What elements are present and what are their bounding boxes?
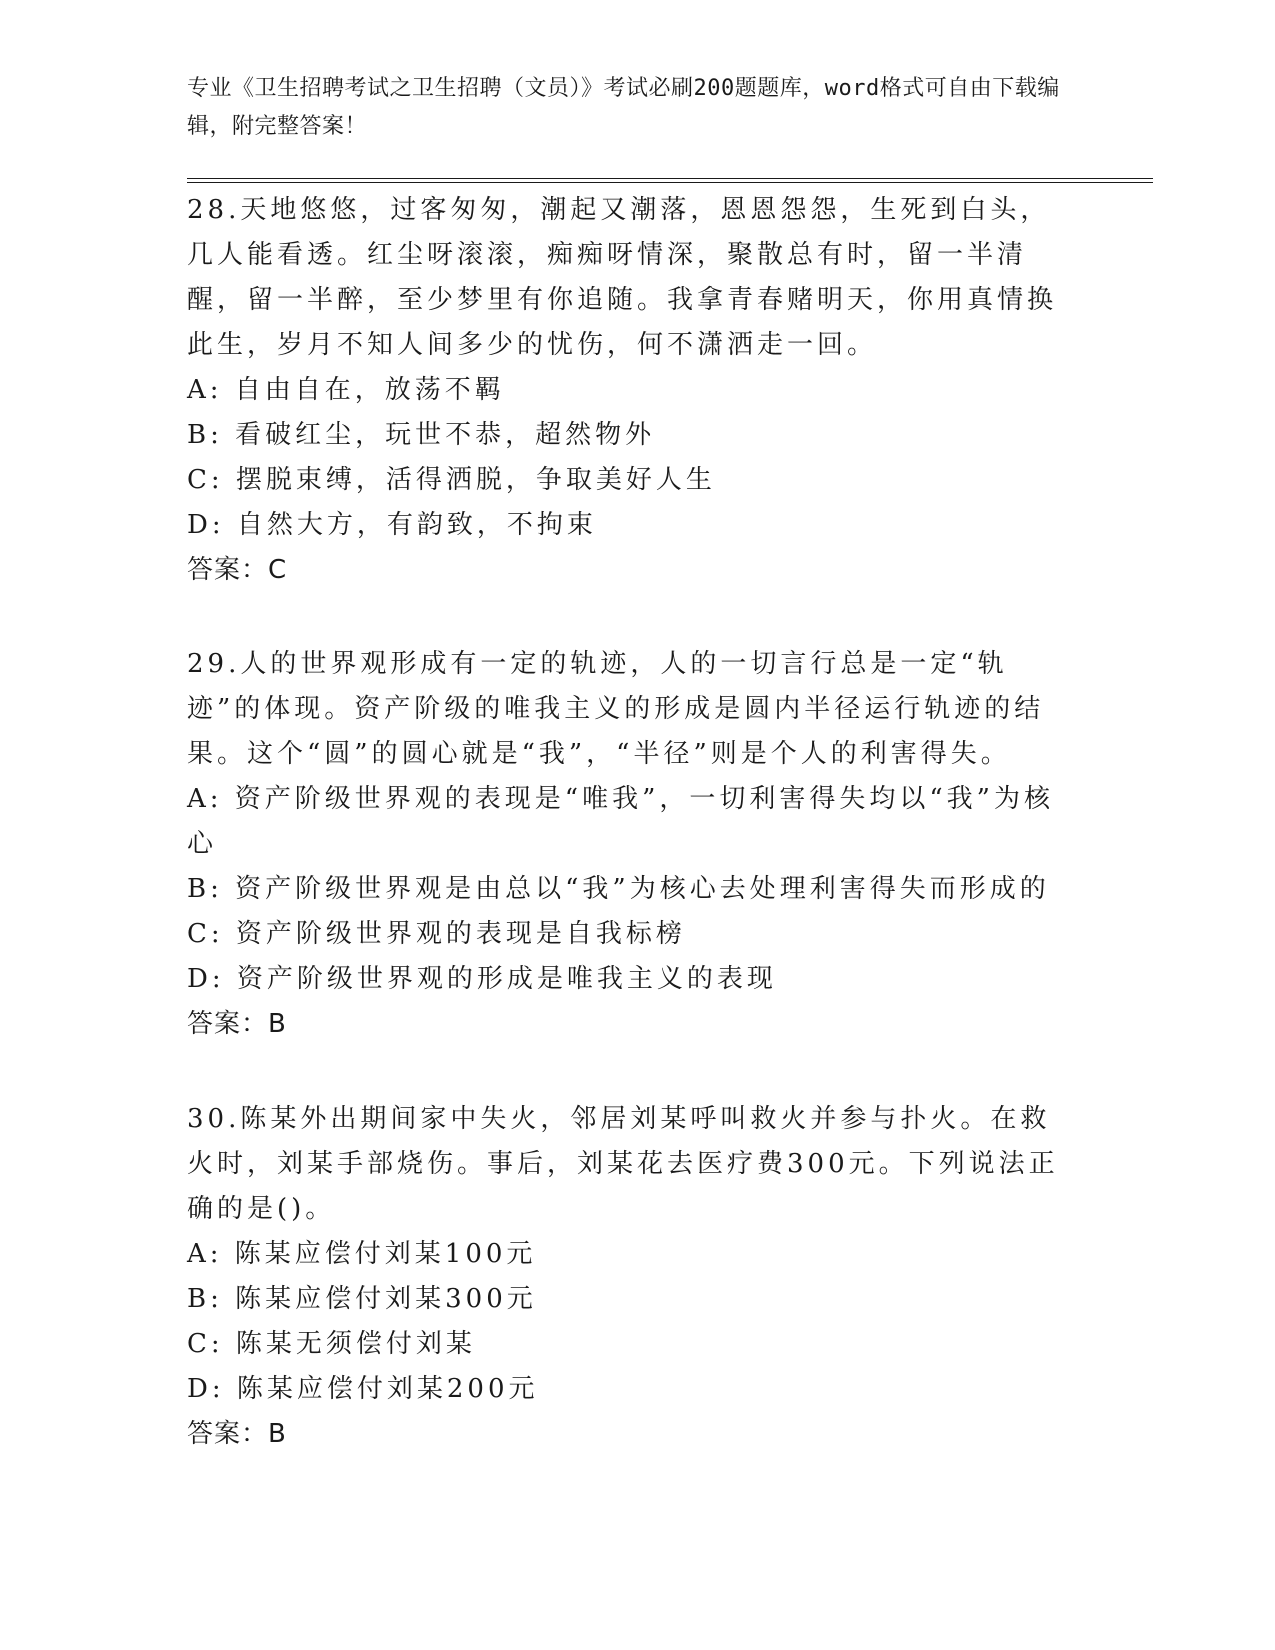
option-c: C: 陈某无须偿付刘某 [187, 1329, 476, 1359]
header-divider-bottom [187, 182, 1153, 183]
option-d: D: 陈某应偿付刘某200元 [187, 1374, 539, 1404]
option-a: A: 自由自在，放荡不羁 [187, 375, 505, 405]
header-divider-top [187, 178, 1153, 179]
option-d: D: 资产阶级世界观的形成是唯我主义的表现 [187, 964, 777, 994]
question-30 [187, 1097, 1067, 1457]
option-b: B: 资产阶级世界观是由总以“我”为核心去处理利害得失而形成的 [187, 874, 1050, 904]
option-b: B: 陈某应偿付刘某300元 [187, 1284, 537, 1314]
document-header: 专业《卫生招聘考试之卫生招聘（文员）》考试必刷200题题库，word格式可自由下载编辑，附完整答案！ [187, 76, 1060, 139]
option-a: A: 陈某应偿付刘某100元 [187, 1239, 537, 1269]
answer: 答案：C [187, 555, 288, 585]
option-a: A: 资产阶级世界观的表现是“唯我”，一切利害得失均以“我”为核心 [187, 784, 1054, 859]
question-stem: 29.人的世界观形成有一定的轨迹，人的一切言行总是一定“轨迹”的体现。资产阶级的唯我主义的形成是圆内半径运行轨迹的结果。这个“圆”的圆心就是“我”，“半径”则是个人的利害得失。 [187, 649, 1045, 769]
option-c: C: 摆脱束缚，活得洒脱，争取美好人生 [187, 465, 716, 495]
answer: 答案：B [187, 1419, 287, 1449]
question-28 [187, 188, 1067, 593]
question-29 [187, 642, 1067, 1047]
answer: 答案：B [187, 1009, 287, 1039]
question-stem: 28.天地悠悠，过客匆匆，潮起又潮落，恩恩怨怨，生死到白头，几人能看透。红尘呀滚滚，痴痴呀情深，聚散总有时，留一半清醒，留一半醉，至少梦里有你追随。我拿青春赌明天，你用真情换此生，岁月不知人间多少的忧伤，何不潇洒走一回。 [187, 195, 1058, 360]
question-stem: 30.陈某外出期间家中失火，邻居刘某呼叫救火并参与扑火。在救火时，刘某手部烧伤。事后，刘某花去医疗费300元。下列说法正确的是()。 [187, 1104, 1059, 1224]
option-d: D: 自然大方，有韵致，不拘束 [187, 510, 597, 540]
option-b: B: 看破红尘，玩世不恭，超然物外 [187, 420, 656, 450]
option-c: C: 资产阶级世界观的表现是自我标榜 [187, 919, 686, 949]
